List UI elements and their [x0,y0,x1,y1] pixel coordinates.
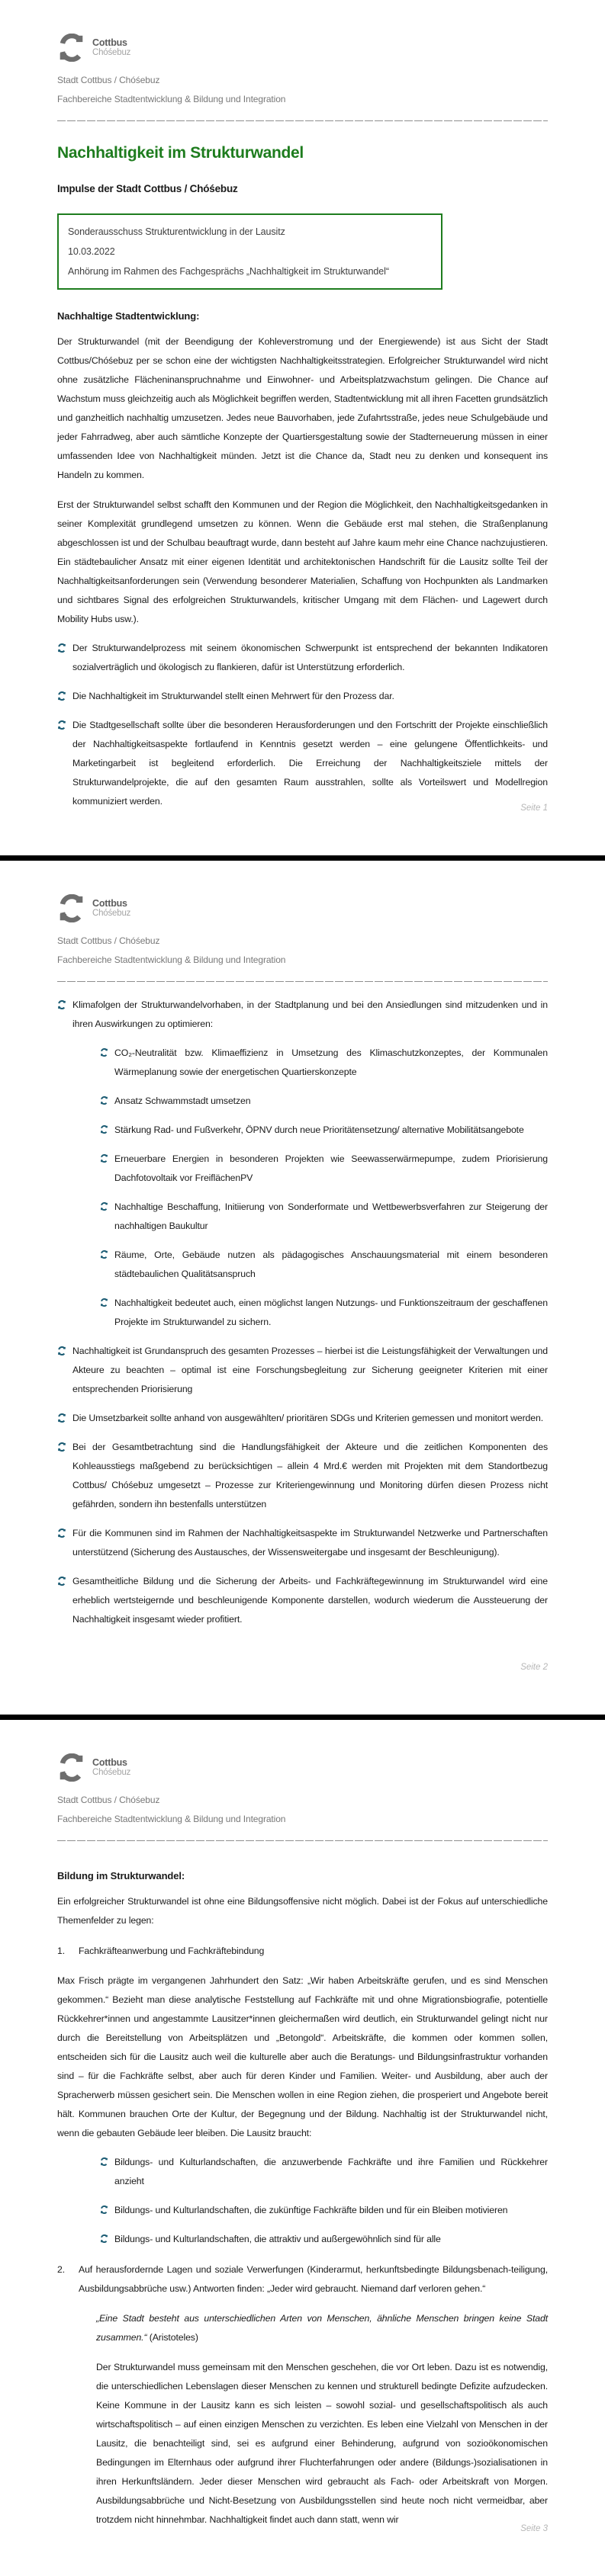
document-page-2 [0,861,605,1715]
list-item [57,1572,548,1629]
infobox-hearing: Anhörung im Rahmen des Fachgesprächs „Nachhaltigkeit im Strukturwandel“ [68,266,389,277]
cottbus-bullet-icon [100,1048,108,1057]
header-city-line: Stadt Cottbus / Chóśebuz [57,935,160,946]
cottbus-logo-icon [57,894,85,922]
item-number: 1. [57,1946,66,1956]
list-item [57,1409,548,1428]
header-separator [57,120,548,121]
header-department-line: Fachbereiche Stadtentwicklung & Bildung und Integration [57,1814,286,1824]
document-subtitle: Impulse der Stadt Cottbus / Chóśebuz [57,183,238,194]
list-item [100,2230,548,2249]
bullet-text: Die Stadtgesellschaft sollte über die besonderen Herausforderungen und den Fortschritt der Projekte einschließlich der Nachhaltigkeitsaspekte fortlaufend in Kenntnis gesetzt werden – eine gelungene Öffentlichkeits- und Marketingarbeit ist begleitend erforderlich. Die Erreichung der Nachhaltigkeitsziele mittels der Strukturwandelprojekte, die auf den gesamten Raum ausstrahlen, sollte als Vorteilswert und Modellregion kommuniziert werden. [72,720,548,807]
cottbus-bullet-icon [100,2205,108,2214]
header-separator [57,981,548,982]
paragraph: Erst der Strukturwandel selbst schafft den Kommunen und der Region die Möglichkeit, den Nachhaltigkeitsgedanken in seiner Komplexität grundlegend umsetzen zu können. Wenn die Gebäude erst mal stehen, die Straßenplanung abgeschlossen ist und der Schulbau beauftragt wurde, dann besteht auf Jahre kaum mehr eine Chance nachzujustieren. Ein städtebaulicher Ansatz mit einer eigenen Identität und architektonischen Handschrift für die Lausitz sollte Teil der Nachhaltigkeitsanforderungen sein (Verwendung besonderer Materialien, Schaffung von Hochpunkten als Landmarken und sichtbares Signal des erfolgreichen Strukturwandels, kritischer Umgang mit dem Flächen- und Lagewert durch Mobility Hubs usw.). [57,499,548,624]
bullet-text: Nachhaltige Beschaffung, Initiierung von Sonderformate und Wettbewerbsverfahren zur Steigerung der nachhaltigen Baukultur [114,1201,548,1231]
cottbus-bullet-icon [57,720,66,730]
bullet-text: Bildungs- und Kulturlandschaften, die zukünftige Fachkräfte bilden und für ein Bleiben motivieren [114,2205,508,2215]
bullet-text: Räume, Orte, Gebäude nutzen als pädagogisches Anschauungsmaterial mit einem besonderen städtebaulichen Qualitätsanspruch [114,1250,548,1279]
list-item [57,1524,548,1562]
bullet-text: Klimafolgen der Strukturwandelvorhaben, in der Stadtplanung und bei den Ansiedlungen sind mitzudenken und in ihren Auswirkungen zu optimieren: [72,999,548,1029]
bullet-text: Bei der Gesamtbetrachtung sind die Handlungsfähigkeit der Akteure und die zeitlichen Komponenten des Kohleausstiegs maßgebend zu berücksichtigen – allein 4 Mrd.€ werden mit Projekten mit dem Standortbezug Cottbus/ Chóśebuz umgesetzt – Prozesse zur Kriteriengewinnung und Monitoring dürfen diesen Prozess nicht gefährden, sondern ihn bestenfalls unterstützen [72,1442,548,1509]
paragraph: Der Strukturwandel muss gemeinsam mit den Menschen geschehen, die vor Ort leben. Dazu ist es notwendig, die unterschiedlichen Lebenslagen dieser Menschen zu kennen und strukturell bedingte Defizite aufzudecken. Keine Kommune in der Lausitz kann es sich leisten – sowohl sozial- und gesellschaftspolitisch als auch wirtschaftspolitisch – auf einen einzigen Menschen zu verzichten. Es leben eine Vielzahl von Menschen in der Lausitz, die benachteiligt sind, sei es aufgrund einer Behinderung, aufgrund von sozioökonomischen Bedingungen im Elternhaus oder aufgrund ihrer Fluchterfahrungen oder andere (Bildungs-)sozialisationen in ihren Herkunftsländern. Jeder dieser Menschen wird gebraucht als Fach- oder Arbeitskraft von Morgen. Ausbildungsabbrüche und Nicht-Besetzung von Ausbildungsstellen sind heute noch nicht vermeidbar, aber trotzdem nicht hinnehmbar. Nachhaltigkeit findet auch dann statt, wenn wir [96,2362,548,2525]
cottbus-bullet-icon [100,2157,108,2166]
section-heading-stadtentwicklung: Nachhaltige Stadtentwicklung: [57,310,200,322]
bullet-list-page1 [57,639,548,811]
bullet-text: Bildungs- und Kulturlandschaften, die anzuwerbende Fachkräfte und ihre Familien und Rückkehrer anzieht [114,2157,548,2186]
logo-name: Cottbus [92,1756,127,1768]
section-heading-bildung: Bildung im Strukturwandel: [57,1870,185,1881]
cottbus-bullet-icon [100,1202,108,1211]
bullet-text: CO₂-Neutralität bzw. Klimaeffizienz in Umsetzung des Klimaschutzkonzeptes, der Kommunalen Wärmeplanung sowie der energetischen Quartierskonzepte [114,1047,548,1077]
cottbus-bullet-icon [57,1529,66,1538]
bullet-text: Ansatz Schwammstadt umsetzen [114,1096,251,1106]
list-item [57,639,548,677]
bullet-text: Nachhaltigkeit ist Grundanspruch des gesamten Prozesses – hierbei ist die Leistungsfähigkeit der Verwaltungen und Akteure zu beachten – optimal ist eine Forschungsbegleitung zur Sicherung geeigneter Kriterien mit einer entsprechenden Priorisierung [72,1346,548,1394]
bullet-text: Die Umsetzbarkeit sollte anhand von ausgewählten/ prioritären SDGs und Kriterien gemessen und monitort werden. [72,1413,544,1423]
page-break-bar [0,855,605,861]
bullet-text: Die Nachhaltigkeit im Strukturwandel stellt einen Mehrwert für den Prozess dar. [72,691,394,701]
header-city-line: Stadt Cottbus / Chóśebuz [57,1795,160,1805]
infobox-date: 10.03.2022 [68,246,115,257]
infobox-committee: Sonderausschuss Strukturentwicklung in der Lausitz [68,226,285,237]
cottbus-logo-icon [57,34,85,62]
cottbus-logo [57,34,548,62]
list-item [100,1121,548,1140]
item-number: 2. [57,2264,66,2275]
item-text: Fachkräfteanwerbung und Fachkräftebindung [79,1946,265,1956]
logo-sorbian-name: Chóśebuz [92,909,131,919]
header-city-line: Stadt Cottbus / Chóśebuz [57,75,160,85]
paragraph: Max Frisch prägte im vergangenen Jahrhundert den Satz: „Wir haben Arbeitskräfte gerufen, und es sind Menschen gekommen.“ Bezieht man diese analytische Feststellung auf Fachkräfte mit und ohne Migrationsbiografie, potentielle Rückkehrer*innen und angestammte Lausitzer*innen gleichermaßen wird deutlich, ein Strukturwandel gelingt nicht nur durch die Bereitstellung von Arbeitsplätzen und „Betongold“. Arbeitskräfte, die kommen oder kommen sollen, entscheiden sich für die Lausitz auch weil die kulturelle aber auch die Beratungs- und Bildungsinfrastruktur vorhanden sind – für die Fachkräfte selbst, aber auch für deren Kinder und Familien. Weiter- und Ausbildung, aber auch der Spracherwerb müssen gesichert sein. Die Menschen wollen in eine Region ziehen, die prosperiert und Angebote bereit hält. Kommunen brauchen Orte der Kultur, der Begegnung und der Bildung. Nachhaltig ist der Strukturwandel nicht, wenn die gebauten Gebäude leer bleiben. Die Lausitz braucht: [57,1975,548,2138]
list-item [100,2153,548,2191]
numbered-item-2 [57,2260,548,2299]
logo-sorbian-name: Chóśebuz [92,48,131,58]
paragraph: Der Strukturwandel (mit der Beendigung der Kohleverstromung und der Energiewende) ist aus Sicht der Stadt Cottbus/Chóśebuz per se schon eine der wichtigsten Nachhaltigkeitsstrategien. Erfolgreicher Strukturwandel wird nicht ohne zusätzliche Flächeninanspruchnahme und Einwohner- und Arbeitsplatzwachstum gelingen. Die Chance auf Wachstum muss gleichzeitig auch als Möglichkeit begriffen werden, Stadtentwicklung mit all ihren Facetten grundsätzlich und ganzheitlich nachhaltig umzusetzen. Jedes neue Bauvorhaben, jede Zufahrtsstraße, jedes neue Schulgebäude und jeder Fahrradweg, aber auch sämtliche Konzepte der Quartiersgestaltung sowie der Stadterneuerung müssen in einer umfassenden Idee von Nachhaltigkeit münden. Jetzt ist die Chance da, Stadt neu zu denken und konsequent ins Handeln zu kommen. [57,336,548,480]
cottbus-bullet-icon [57,1346,66,1355]
list-item [100,1198,548,1236]
bullet-text: Bildungs- und Kulturlandschaften, die attraktiv und außergewöhnlich sind für alle [114,2234,441,2244]
cottbus-bullet-icon [57,691,66,701]
list-item [100,1092,548,1111]
cottbus-bullet-icon [57,1000,66,1009]
list-item [57,1438,548,1514]
bullet-list-page2 [57,996,548,1629]
cottbus-bullet-icon [100,1298,108,1307]
bullet-text: Für die Kommunen sind im Rahmen der Nachhaltigkeitsaspekte im Strukturwandel Netzwerke und Partnerschaften unterstützend (Sicherung des Austausches, der Wissensweitergabe und insgesamt der Beschleunigung). [72,1528,548,1557]
bullet-text: Gesamtheitliche Bildung und die Sicherung der Arbeits- und Fachkräftegewinnung im Strukturwandel wird eine erheblich wertsteigernde und beschleunigende Komponente darstellen, wodurch wiederum die Aussteuerung der Nachhaltigkeit insgesamt wieder profitiert. [72,1576,548,1625]
bullet-text: Stärkung Rad- und Fußverkehr, ÖPNV durch neue Prioritätensetzung/ alternative Mobilitätsangebote [114,1124,524,1135]
cottbus-bullet-icon [100,1154,108,1163]
cottbus-bullet-icon [57,643,66,653]
list-item [100,2201,548,2220]
quote-text: „Eine Stadt besteht aus unterschiedlichen Arten von Menschen, ähnliche Menschen bringen keine Stadt zusammen.“ [96,2313,548,2343]
page-number: Seite 1 [520,804,548,813]
paragraph: Ein erfolgreicher Strukturwandel ist ohne eine Bildungsoffensive nicht möglich. Dabei ist der Fokus auf unterschiedliche Themenfelder zu legen: [57,1896,548,1926]
cottbus-bullet-icon [100,1250,108,1259]
header-department-line: Fachbereiche Stadtentwicklung & Bildung und Integration [57,94,286,104]
quote-attribution: (Aristoteles) [149,2332,198,2343]
cottbus-bullet-icon [57,1442,66,1452]
meeting-infobox [57,213,442,290]
list-item [57,1342,548,1399]
list-item [57,716,548,811]
cottbus-bullet-icon [100,2234,108,2243]
cottbus-logo-icon [57,1753,85,1782]
page-break-bar [0,1715,605,1720]
numbered-item-1 [57,1942,548,1961]
logo-sorbian-name: Chóśebuz [92,1768,131,1778]
bullet-text: Erneuerbare Energien in besonderen Projekten wie Seewasserwärmepumpe, zudem Priorisierung Dachfotovoltaik vor FreiflächenPV [114,1153,548,1183]
page-number: Seite 3 [520,2524,548,2533]
document-page-1 [0,0,605,855]
list-item [100,1150,548,1188]
header-department-line: Fachbereiche Stadtentwicklung & Bildung und Integration [57,954,286,965]
cottbus-bullet-icon [100,1096,108,1105]
cottbus-bullet-icon [57,1413,66,1423]
list-item [100,1246,548,1284]
list-item [100,1294,548,1332]
cottbus-bullet-icon [57,1577,66,1586]
cottbus-logo [57,894,548,922]
list-item [57,996,548,1034]
logo-name: Cottbus [92,37,127,48]
item-text: Auf herausfordernde Lagen und soziale Verwerfungen (Kinderarmut, herkunftsbedingte Bildungsbenach-teiligung, Ausbildungsabbrüche usw.) Antworten finden: „Jeder wird gebraucht. Niemand darf verloren gehen.“ [79,2264,548,2294]
bullet-text: Nachhaltigkeit bedeutet auch, einen möglichst langen Nutzungs- und Funktionszeitraum der geschaffenen Projekte im Strukturwandel zu sichern. [114,1298,548,1327]
document-title: Nachhaltigkeit im Strukturwandel [57,144,304,162]
list-item [100,1044,548,1082]
bullet-list-page3 [57,2153,548,2249]
cottbus-logo [57,1753,548,1782]
document-page-3 [0,1720,605,2576]
page-number: Seite 2 [520,1663,548,1672]
cottbus-bullet-icon [100,1125,108,1134]
aristoteles-quote [96,2309,548,2347]
header-separator [57,1840,548,1841]
bullet-text: Der Strukturwandelprozess mit seinem ökonomischen Schwerpunkt ist entsprechend der bekannten Indikatoren sozialverträglich und ökologisch zu flankieren, dafür ist Unterstützung erforderlich. [72,643,548,672]
logo-name: Cottbus [92,897,127,909]
list-item [57,687,548,706]
